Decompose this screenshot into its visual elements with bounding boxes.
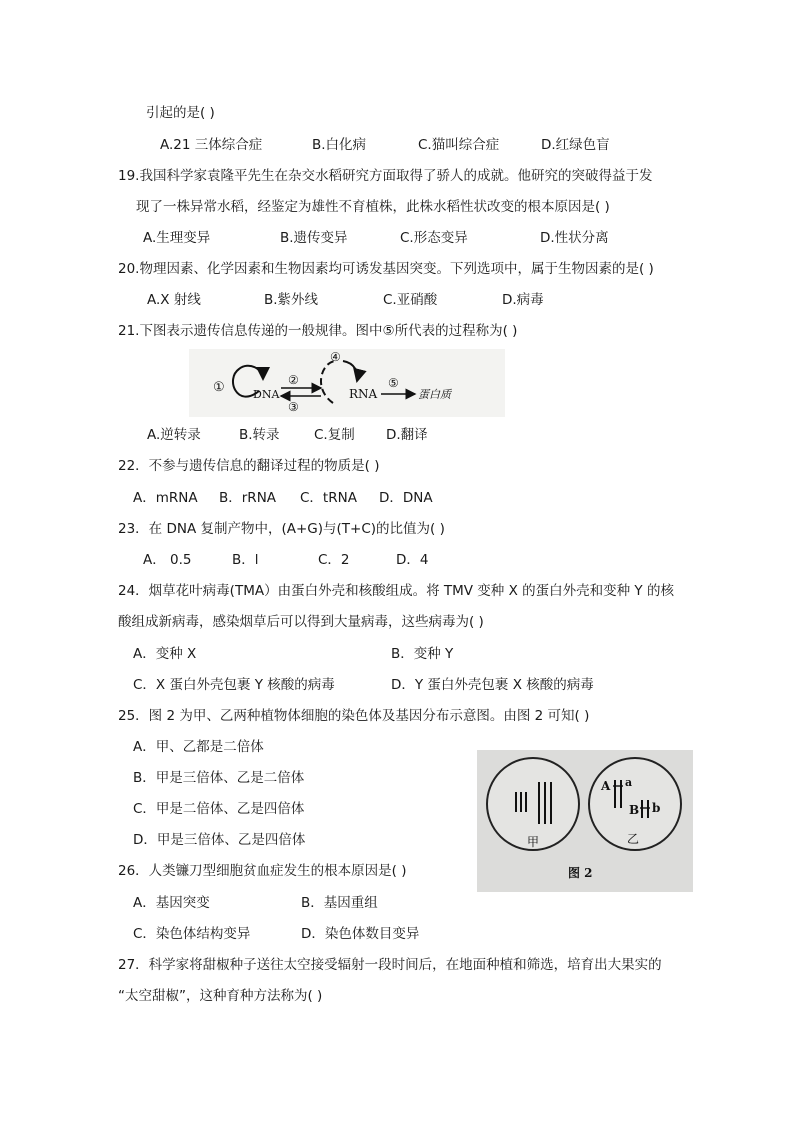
label-jia: 甲 (527, 835, 540, 849)
q18-option-c: C.猫叫综合症 (418, 137, 500, 153)
q21-option-b: B.转录 (239, 427, 280, 443)
q23-option-b: B．l (232, 552, 259, 568)
q23-option-d: D．4 (396, 552, 429, 568)
gene-b: b (652, 801, 661, 815)
label-yi: 乙 (627, 832, 640, 846)
q21-stem: 21.下图表示遗传信息传递的一般规律。图中⑤所代表的过程称为( ) (118, 323, 518, 339)
q25-option-a: A．甲、乙都是二倍体 (133, 739, 264, 755)
label-step-3: ③ (288, 400, 299, 414)
q24-option-b: B．变种 Y (391, 646, 454, 662)
q26-option-b: B．基因重组 (301, 895, 378, 911)
q25-option-d: D．甲是三倍体、乙是四倍体 (133, 832, 306, 848)
q26-stem: 26．人类镰刀型细胞贫血症发生的根本原因是( ) (118, 863, 407, 879)
figure-caption: 图 2 (568, 866, 593, 880)
q21-option-d: D.翻译 (386, 427, 428, 443)
q22-stem: 22．不参与遗传信息的翻译过程的物质是( ) (118, 458, 380, 474)
q18-option-a: A.21 三体综合症 (160, 137, 263, 153)
q20-option-b: B.紫外线 (264, 292, 319, 308)
q22-option-c: C．tRNA (300, 490, 357, 506)
q19-stem-line1: 19.我国科学家袁隆平先生在杂交水稻研究方面取得了骄人的成就。他研究的突破得益于发 (118, 168, 653, 184)
q23-option-a: A． 0.5 (143, 552, 192, 568)
q23-stem: 23．在 DNA 复制产物中，(A+G)与(T+C)的比值为( ) (118, 521, 445, 537)
q25-option-b: B．甲是三倍体、乙是二倍体 (133, 770, 305, 786)
q27-stem-line2: “太空甜椒”，这种育种方法称为( ) (118, 988, 323, 1004)
q22-option-d: D．DNA (379, 490, 433, 506)
q20-option-a: A.X 射线 (147, 292, 201, 308)
q22-option-a: A．mRNA (133, 490, 198, 506)
q20-option-c: C.亚硝酸 (383, 292, 438, 308)
q22-option-b: B．rRNA (219, 490, 277, 506)
q19-option-b: B.遗传变异 (280, 230, 348, 246)
q24-option-d: D．Y 蛋白外壳包裹 X 核酸的病毒 (391, 677, 594, 693)
label-dna: DNA (253, 388, 280, 401)
figure-2-chromosome-diagram (477, 750, 693, 892)
genetic-info-flow-diagram (189, 349, 505, 417)
label-protein: 蛋白质 (418, 388, 451, 401)
gene-a: a (625, 776, 633, 789)
q24-option-a: A．变种 X (133, 646, 197, 662)
label-rna: RNA (349, 387, 378, 401)
q25-stem: 25．图 2 为甲、乙两种植物体细胞的染色体及基因分布示意图。由图 2 可知( ) (118, 708, 590, 724)
q21-option-a: A.逆转录 (147, 427, 201, 443)
q19-option-a: A.生理变异 (143, 230, 211, 246)
q18-option-b: B.白化病 (312, 137, 367, 153)
q18-option-d: D.红绿色盲 (541, 137, 610, 153)
label-step-2: ② (288, 373, 299, 387)
q23-option-c: C．2 (318, 552, 350, 568)
q19-stem-line2: 现了一株异常水稻，经鉴定为雄性不育植株，此株水稻性状改变的根本原因是( ) (136, 199, 610, 215)
q26-option-c: C．染色体结构变异 (133, 926, 251, 942)
q27-stem-line1: 27．科学家将甜椒种子送往太空接受辐射一段时间后，在地面种植和筛选，培育出大果实的 (118, 957, 662, 973)
q24-option-c: C．X 蛋白外壳包裹 Y 核酸的病毒 (133, 677, 335, 693)
q26-option-a: A．基因突变 (133, 895, 210, 911)
label-step-5: ⑤ (388, 376, 399, 390)
q24-stem-line1: 24．烟草花叶病毒(TMA）由蛋白外壳和核酸组成。将 TMV 变种 X 的蛋白外壳和变种 Y 的核 (118, 583, 674, 599)
q26-option-d: D．染色体数目变异 (301, 926, 420, 942)
q20-stem: 20.物理因素、化学因素和生物因素均可诱发基因突变。下列选项中，属于生物因素的是( ) (118, 261, 654, 277)
q21-option-c: C.复制 (314, 427, 355, 443)
q25-option-c: C．甲是二倍体、乙是四倍体 (133, 801, 305, 817)
gene-B: B (629, 803, 640, 817)
q20-option-d: D.病毒 (502, 292, 544, 308)
label-step-4: ④ (330, 350, 341, 364)
gene-A: A (601, 779, 611, 793)
label-step-1: ① (213, 380, 225, 395)
q24-stem-line2: 酸组成新病毒，感染烟草后可以得到大量病毒，这些病毒为( ) (118, 614, 484, 630)
q18-continuation: 引起的是( ) (146, 105, 215, 121)
q19-option-d: D.性状分离 (540, 230, 609, 246)
q19-option-c: C.形态变异 (400, 230, 468, 246)
